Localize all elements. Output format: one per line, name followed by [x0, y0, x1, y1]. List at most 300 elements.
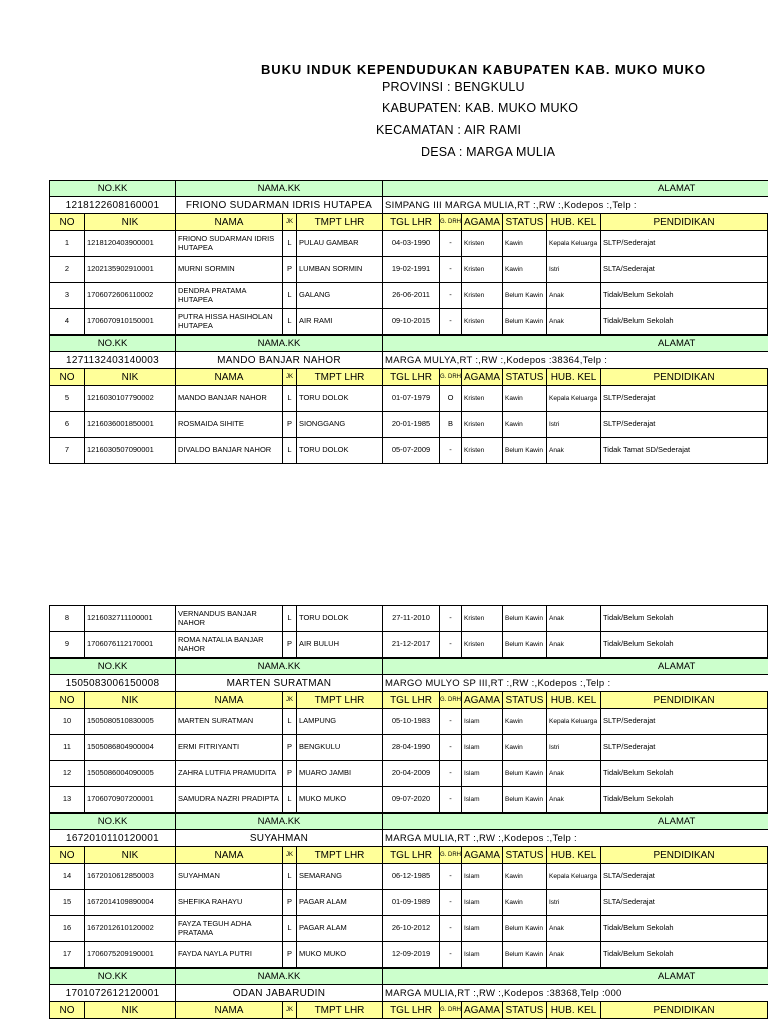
- cell-pendidikan: SLTP/Sederajat: [601, 709, 768, 734]
- cell-hub-kel: Anak: [547, 632, 601, 657]
- nama-kk-value: MARTEN SURATMAN: [176, 675, 383, 691]
- table-row: [49, 412, 768, 438]
- cell-nama: SAMUDRA NAZRI PRADIPTA: [176, 787, 283, 812]
- table-row: [49, 386, 768, 412]
- cell-status: Belum Kawin: [503, 942, 547, 967]
- col-agama: AGAMA: [462, 369, 503, 385]
- column-header-row: [49, 369, 768, 386]
- cell-pendidikan: Tidak/Belum Sekolah: [601, 309, 768, 334]
- document-title: BUKU INDUK KEPENDUDUKAN KABUPATEN KAB. MUKO MUKO: [261, 62, 706, 77]
- cell-pendidikan: Tidak/Belum Sekolah: [601, 787, 768, 812]
- col-nama: NAMA: [176, 1002, 283, 1018]
- cell-pendidikan: Tidak/Belum Sekolah: [601, 916, 768, 941]
- cell-nik: 1218120403900001: [85, 231, 176, 256]
- cell-jk: L: [283, 864, 297, 889]
- col-jk: JK: [283, 214, 297, 230]
- col-agama: AGAMA: [462, 692, 503, 708]
- cell-nama: FAYDA NAYLA PUTRI: [176, 942, 283, 967]
- nama-kk-header: NAMA.KK: [176, 336, 383, 351]
- cell-g-drh: -: [440, 606, 462, 631]
- cell-pendidikan: SLTP/Sederajat: [601, 386, 768, 411]
- cell-tgl-lhr: 04-03-1990: [383, 231, 440, 256]
- cell-jk: P: [283, 890, 297, 915]
- cell-nik: 1216036001850001: [85, 412, 176, 437]
- cell-jk: L: [283, 916, 297, 941]
- cell-jk: L: [283, 709, 297, 734]
- cell-g-drh: -: [440, 916, 462, 941]
- cell-status: Kawin: [503, 412, 547, 437]
- cell-no: 16: [49, 916, 85, 941]
- alamat-header: ALAMAT: [658, 971, 696, 982]
- cell-jk: L: [283, 283, 297, 308]
- cell-nama: MURNI SORMIN: [176, 257, 283, 282]
- kk-header-row: [49, 180, 768, 197]
- alamat-value: MARGA MULIA,RT :,RW :,Kodepos :38368,Telp :000: [385, 987, 622, 999]
- cell-g-drh: -: [440, 864, 462, 889]
- col-no: NO: [49, 214, 85, 230]
- col-status: STATUS: [503, 214, 547, 230]
- cell-pendidikan: SLTA/Sederajat: [601, 890, 768, 915]
- family-section-2: [49, 605, 768, 1019]
- cell-nik: 1216032711100001: [85, 606, 176, 631]
- cell-g-drh: -: [440, 890, 462, 915]
- nama-kk-header: NAMA.KK: [176, 659, 383, 674]
- cell-tgl-lhr: 28-04-1990: [383, 735, 440, 760]
- cell-jk: L: [283, 309, 297, 334]
- cell-nik: 1216030107790002: [85, 386, 176, 411]
- cell-tgl-lhr: 19-02-1991: [383, 257, 440, 282]
- table-row: [49, 283, 768, 309]
- cell-pendidikan: SLTA/Sederajat: [601, 864, 768, 889]
- alamat-value: MARGA MULIA,RT :,RW :,Kodepos :,Telp :: [385, 832, 577, 844]
- col-no: NO: [49, 369, 85, 385]
- cell-status: Kawin: [503, 709, 547, 734]
- cell-agama: Islam: [462, 709, 503, 734]
- cell-tmpt-lhr: AIR RAMI: [297, 309, 383, 334]
- cell-nama: ZAHRA LUTFIA PRAMUDITA: [176, 761, 283, 786]
- cell-agama: Kristen: [462, 632, 503, 657]
- alamat-header: ALAMAT: [658, 661, 696, 672]
- continued-rows: [49, 605, 768, 658]
- cell-jk: P: [283, 257, 297, 282]
- cell-g-drh: -: [440, 787, 462, 812]
- cell-status: Belum Kawin: [503, 632, 547, 657]
- cell-pendidikan: SLTP/Sederajat: [601, 231, 768, 256]
- cell-no: 6: [49, 412, 85, 437]
- cell-tmpt-lhr: GALANG: [297, 283, 383, 308]
- col-no: NO: [49, 1002, 85, 1018]
- table-row: [49, 864, 768, 890]
- cell-agama: Islam: [462, 890, 503, 915]
- cell-hub-kel: Istri: [547, 412, 601, 437]
- nama-kk-value: MANDO BANJAR NAHOR: [176, 352, 383, 368]
- kabupaten-label: KABUPATEN: KAB. MUKO MUKO: [382, 101, 579, 115]
- cell-pendidikan: Tidak/Belum Sekolah: [601, 942, 768, 967]
- cell-nik: 1216030507090001: [85, 438, 176, 463]
- cell-no: 1: [49, 231, 85, 256]
- cell-nik: 1706075209190001: [85, 942, 176, 967]
- kk-header-row: [49, 335, 768, 352]
- table-row: [49, 606, 768, 632]
- alamat-header: ALAMAT: [658, 338, 696, 349]
- cell-jk: L: [283, 386, 297, 411]
- cell-nik: 1706072606110002: [85, 283, 176, 308]
- cell-tgl-lhr: 06-12-1985: [383, 864, 440, 889]
- cell-nama: ROMA NATALIA BANJAR NAHOR: [176, 632, 283, 657]
- col-tgl-lhr: TGL LHR: [383, 692, 440, 708]
- col-nama: NAMA: [176, 369, 283, 385]
- cell-pendidikan: Tidak/Belum Sekolah: [601, 283, 768, 308]
- cell-no: 8: [49, 606, 85, 631]
- cell-jk: P: [283, 735, 297, 760]
- cell-tmpt-lhr: SEMARANG: [297, 864, 383, 889]
- cell-hub-kel: Istri: [547, 735, 601, 760]
- table-row: [49, 709, 768, 735]
- cell-jk: L: [283, 787, 297, 812]
- cell-agama: Kristen: [462, 231, 503, 256]
- col-pendidikan: PENDIDIKAN: [601, 692, 768, 708]
- cell-nik: 1505080510830005: [85, 709, 176, 734]
- cell-g-drh: O: [440, 386, 462, 411]
- cell-tgl-lhr: 26-10-2012: [383, 916, 440, 941]
- cell-agama: Kristen: [462, 386, 503, 411]
- cell-no: 2: [49, 257, 85, 282]
- cell-nik: 1672014109890004: [85, 890, 176, 915]
- cell-jk: L: [283, 606, 297, 631]
- cell-nama: SUYAHMAN: [176, 864, 283, 889]
- cell-no: 5: [49, 386, 85, 411]
- cell-hub-kel: Anak: [547, 606, 601, 631]
- col-hub-kel: HUB. KEL: [547, 1002, 601, 1018]
- col-agama: AGAMA: [462, 214, 503, 230]
- col-g-drh: G. DRH: [440, 1002, 462, 1018]
- cell-tgl-lhr: 05-10-1983: [383, 709, 440, 734]
- col-tmpt-lhr: TMPT LHR: [297, 692, 383, 708]
- cell-nama: ERMI FITRIYANTI: [176, 735, 283, 760]
- cell-tmpt-lhr: TORU DOLOK: [297, 386, 383, 411]
- cell-agama: Islam: [462, 942, 503, 967]
- kk-header-row: [49, 658, 768, 675]
- cell-hub-kel: Kepala Keluarga: [547, 231, 601, 256]
- cell-agama: Kristen: [462, 257, 503, 282]
- cell-tmpt-lhr: MUKO MUKO: [297, 787, 383, 812]
- cell-pendidikan: Tidak/Belum Sekolah: [601, 761, 768, 786]
- cell-nik: 1706070910150001: [85, 309, 176, 334]
- column-header-row: [49, 1002, 768, 1019]
- cell-hub-kel: Anak: [547, 309, 601, 334]
- alamat-header: ALAMAT: [658, 183, 696, 194]
- family-section-1: [49, 180, 768, 464]
- cell-tmpt-lhr: MUKO MUKO: [297, 942, 383, 967]
- cell-hub-kel: Anak: [547, 916, 601, 941]
- cell-tgl-lhr: 20-01-1985: [383, 412, 440, 437]
- cell-status: Belum Kawin: [503, 309, 547, 334]
- cell-agama: Kristen: [462, 283, 503, 308]
- col-tmpt-lhr: TMPT LHR: [297, 1002, 383, 1018]
- cell-hub-kel: Istri: [547, 257, 601, 282]
- cell-g-drh: -: [440, 761, 462, 786]
- no-kk-header: NO.KK: [49, 181, 176, 196]
- cell-jk: P: [283, 761, 297, 786]
- nama-kk-value: SUYAHMAN: [176, 830, 383, 846]
- desa-label: DESA : MARGA MULIA: [421, 145, 556, 159]
- cell-tgl-lhr: 12-09-2019: [383, 942, 440, 967]
- cell-status: Kawin: [503, 864, 547, 889]
- cell-nik: 1706070907200001: [85, 787, 176, 812]
- cell-hub-kel: Kepala Keluarga: [547, 386, 601, 411]
- col-nama: NAMA: [176, 847, 283, 863]
- cell-tmpt-lhr: PULAU GAMBAR: [297, 231, 383, 256]
- cell-g-drh: -: [440, 309, 462, 334]
- col-agama: AGAMA: [462, 847, 503, 863]
- no-kk-value: 1271132403140003: [49, 352, 176, 368]
- cell-nama: VERNANDUS BANJAR NAHOR: [176, 606, 283, 631]
- col-tgl-lhr: TGL LHR: [383, 1002, 440, 1018]
- cell-nama: SHEFIKA RAHAYU: [176, 890, 283, 915]
- cell-tmpt-lhr: PAGAR ALAM: [297, 890, 383, 915]
- cell-g-drh: -: [440, 283, 462, 308]
- column-header-row: [49, 214, 768, 231]
- col-no: NO: [49, 847, 85, 863]
- kk-header-row: [49, 813, 768, 830]
- cell-g-drh: -: [440, 735, 462, 760]
- col-hub-kel: HUB. KEL: [547, 692, 601, 708]
- cell-status: Belum Kawin: [503, 283, 547, 308]
- cell-hub-kel: Kepala Keluarga: [547, 864, 601, 889]
- kk-value-row: [49, 352, 768, 369]
- cell-tgl-lhr: 09-10-2015: [383, 309, 440, 334]
- cell-no: 13: [49, 787, 85, 812]
- no-kk-value: 1701072612120001: [49, 985, 176, 1001]
- cell-hub-kel: Istri: [547, 890, 601, 915]
- kk-value-row: [49, 197, 768, 214]
- cell-nama: MANDO BANJAR NAHOR: [176, 386, 283, 411]
- cell-agama: Islam: [462, 916, 503, 941]
- nama-kk-value: ODAN JABARUDIN: [176, 985, 383, 1001]
- col-tgl-lhr: TGL LHR: [383, 369, 440, 385]
- kk-value-row: [49, 675, 768, 692]
- col-jk: JK: [283, 369, 297, 385]
- col-tgl-lhr: TGL LHR: [383, 847, 440, 863]
- cell-agama: Kristen: [462, 412, 503, 437]
- cell-g-drh: -: [440, 942, 462, 967]
- cell-agama: Kristen: [462, 438, 503, 463]
- provinsi-label: PROVINSI : BENGKULU: [382, 80, 525, 94]
- kk-header-row: [49, 968, 768, 985]
- cell-hub-kel: Kepala Keluarga: [547, 709, 601, 734]
- cell-g-drh: -: [440, 709, 462, 734]
- kk-value-row: [49, 830, 768, 847]
- cell-nama: ROSMAIDA SIHITE: [176, 412, 283, 437]
- col-tmpt-lhr: TMPT LHR: [297, 369, 383, 385]
- nama-kk-header: NAMA.KK: [176, 814, 383, 829]
- cell-status: Belum Kawin: [503, 916, 547, 941]
- table-row: [49, 890, 768, 916]
- col-status: STATUS: [503, 369, 547, 385]
- cell-tmpt-lhr: MUARO JAMBI: [297, 761, 383, 786]
- cell-nik: 1706076112170001: [85, 632, 176, 657]
- nama-kk-header: NAMA.KK: [176, 181, 383, 196]
- table-row: [49, 735, 768, 761]
- col-agama: AGAMA: [462, 1002, 503, 1018]
- cell-tgl-lhr: 26-06-2011: [383, 283, 440, 308]
- cell-agama: Islam: [462, 864, 503, 889]
- table-row: [49, 231, 768, 257]
- cell-no: 12: [49, 761, 85, 786]
- table-row: [49, 761, 768, 787]
- cell-nama: PUTRA HISSA HASIHOLAN HUTAPEA: [176, 309, 283, 334]
- col-nik: NIK: [85, 369, 176, 385]
- cell-pendidikan: Tidak/Belum Sekolah: [601, 606, 768, 631]
- col-g-drh: G. DRH: [440, 369, 462, 385]
- table-row: [49, 257, 768, 283]
- cell-jk: L: [283, 231, 297, 256]
- cell-no: 3: [49, 283, 85, 308]
- col-jk: JK: [283, 847, 297, 863]
- cell-pendidikan: Tidak Tamat SD/Sederajat: [601, 438, 768, 463]
- cell-nik: 1672010612850003: [85, 864, 176, 889]
- col-pendidikan: PENDIDIKAN: [601, 1002, 768, 1018]
- cell-no: 4: [49, 309, 85, 334]
- table-row: [49, 942, 768, 968]
- alamat-header: ALAMAT: [658, 816, 696, 827]
- col-pendidikan: PENDIDIKAN: [601, 847, 768, 863]
- col-g-drh: G. DRH: [440, 692, 462, 708]
- cell-agama: Islam: [462, 735, 503, 760]
- col-jk: JK: [283, 1002, 297, 1018]
- cell-pendidikan: Tidak/Belum Sekolah: [601, 632, 768, 657]
- col-status: STATUS: [503, 847, 547, 863]
- cell-nama: DIVALDO BANJAR NAHOR: [176, 438, 283, 463]
- cell-pendidikan: SLTP/Sederajat: [601, 735, 768, 760]
- cell-status: Kawin: [503, 890, 547, 915]
- cell-tmpt-lhr: LAMPUNG: [297, 709, 383, 734]
- no-kk-value: 1672010110120001: [49, 830, 176, 846]
- cell-nama: FAYZA TEGUH ADHA PRATAMA: [176, 916, 283, 941]
- cell-no: 11: [49, 735, 85, 760]
- cell-pendidikan: SLTA/Sederajat: [601, 257, 768, 282]
- no-kk-value: 1218122608160001: [49, 197, 176, 213]
- column-header-row: [49, 847, 768, 864]
- cell-tmpt-lhr: PAGAR ALAM: [297, 916, 383, 941]
- alamat-value: SIMPANG III MARGA MULIA,RT :,RW :,Kodepos :,Telp :: [385, 199, 637, 211]
- no-kk-header: NO.KK: [49, 969, 176, 984]
- alamat-value: MARGA MULYA,RT :,RW :,Kodepos :38364,Telp :: [385, 354, 608, 366]
- cell-tmpt-lhr: LUMBAN SORMIN: [297, 257, 383, 282]
- cell-no: 14: [49, 864, 85, 889]
- cell-tgl-lhr: 09-07-2020: [383, 787, 440, 812]
- cell-nik: 1202135902910001: [85, 257, 176, 282]
- col-tgl-lhr: TGL LHR: [383, 214, 440, 230]
- table-row: [49, 438, 768, 464]
- cell-g-drh: -: [440, 231, 462, 256]
- cell-g-drh: -: [440, 632, 462, 657]
- cell-hub-kel: Anak: [547, 438, 601, 463]
- no-kk-header: NO.KK: [49, 336, 176, 351]
- cell-no: 15: [49, 890, 85, 915]
- cell-status: Belum Kawin: [503, 787, 547, 812]
- nama-kk-value: FRIONO SUDARMAN IDRIS HUTAPEA: [176, 197, 383, 213]
- col-nama: NAMA: [176, 692, 283, 708]
- no-kk-value: 1505083006150008: [49, 675, 176, 691]
- cell-hub-kel: Anak: [547, 787, 601, 812]
- cell-status: Belum Kawin: [503, 438, 547, 463]
- cell-tgl-lhr: 27-11-2010: [383, 606, 440, 631]
- col-no: NO: [49, 692, 85, 708]
- cell-tgl-lhr: 20-04-2009: [383, 761, 440, 786]
- col-nik: NIK: [85, 214, 176, 230]
- cell-nik: 1505086804900004: [85, 735, 176, 760]
- cell-hub-kel: Anak: [547, 761, 601, 786]
- cell-jk: P: [283, 412, 297, 437]
- cell-jk: P: [283, 942, 297, 967]
- col-jk: JK: [283, 692, 297, 708]
- cell-nama: MARTEN SURATMAN: [176, 709, 283, 734]
- cell-status: Kawin: [503, 735, 547, 760]
- cell-status: Kawin: [503, 386, 547, 411]
- col-status: STATUS: [503, 1002, 547, 1018]
- table-row: [49, 916, 768, 942]
- cell-tmpt-lhr: TORU DOLOK: [297, 606, 383, 631]
- table-row: [49, 787, 768, 813]
- col-status: STATUS: [503, 692, 547, 708]
- cell-tmpt-lhr: TORU DOLOK: [297, 438, 383, 463]
- table-row: [49, 309, 768, 335]
- cell-status: Belum Kawin: [503, 761, 547, 786]
- cell-no: 7: [49, 438, 85, 463]
- cell-g-drh: B: [440, 412, 462, 437]
- cell-nama: DENDRA PRATAMA HUTAPEA: [176, 283, 283, 308]
- nama-kk-header: NAMA.KK: [176, 969, 383, 984]
- cell-agama: Islam: [462, 787, 503, 812]
- col-pendidikan: PENDIDIKAN: [601, 369, 768, 385]
- col-hub-kel: HUB. KEL: [547, 214, 601, 230]
- cell-agama: Islam: [462, 761, 503, 786]
- kk-value-row: [49, 985, 768, 1002]
- cell-jk: P: [283, 632, 297, 657]
- cell-agama: Kristen: [462, 309, 503, 334]
- col-nik: NIK: [85, 692, 176, 708]
- cell-nama: FRIONO SUDARMAN IDRIS HUTAPEA: [176, 231, 283, 256]
- cell-tgl-lhr: 21-12-2017: [383, 632, 440, 657]
- cell-g-drh: -: [440, 438, 462, 463]
- cell-status: Kawin: [503, 257, 547, 282]
- cell-hub-kel: Anak: [547, 942, 601, 967]
- cell-hub-kel: Anak: [547, 283, 601, 308]
- col-nik: NIK: [85, 1002, 176, 1018]
- cell-tmpt-lhr: AIR BULUH: [297, 632, 383, 657]
- cell-nik: 1505086004090005: [85, 761, 176, 786]
- cell-tmpt-lhr: SIONGGANG: [297, 412, 383, 437]
- cell-tmpt-lhr: BENGKULU: [297, 735, 383, 760]
- col-tmpt-lhr: TMPT LHR: [297, 847, 383, 863]
- no-kk-header: NO.KK: [49, 814, 176, 829]
- cell-agama: Kristen: [462, 606, 503, 631]
- kecamatan-label: KECAMATAN : AIR RAMI: [376, 123, 522, 137]
- cell-pendidikan: SLTP/Sederajat: [601, 412, 768, 437]
- cell-tgl-lhr: 01-07-1979: [383, 386, 440, 411]
- col-g-drh: G. DRH: [440, 847, 462, 863]
- table-row: [49, 632, 768, 658]
- col-hub-kel: HUB. KEL: [547, 847, 601, 863]
- cell-status: Belum Kawin: [503, 606, 547, 631]
- cell-no: 9: [49, 632, 85, 657]
- col-g-drh: G. DRH: [440, 214, 462, 230]
- no-kk-header: NO.KK: [49, 659, 176, 674]
- cell-jk: L: [283, 438, 297, 463]
- col-hub-kel: HUB. KEL: [547, 369, 601, 385]
- column-header-row: [49, 692, 768, 709]
